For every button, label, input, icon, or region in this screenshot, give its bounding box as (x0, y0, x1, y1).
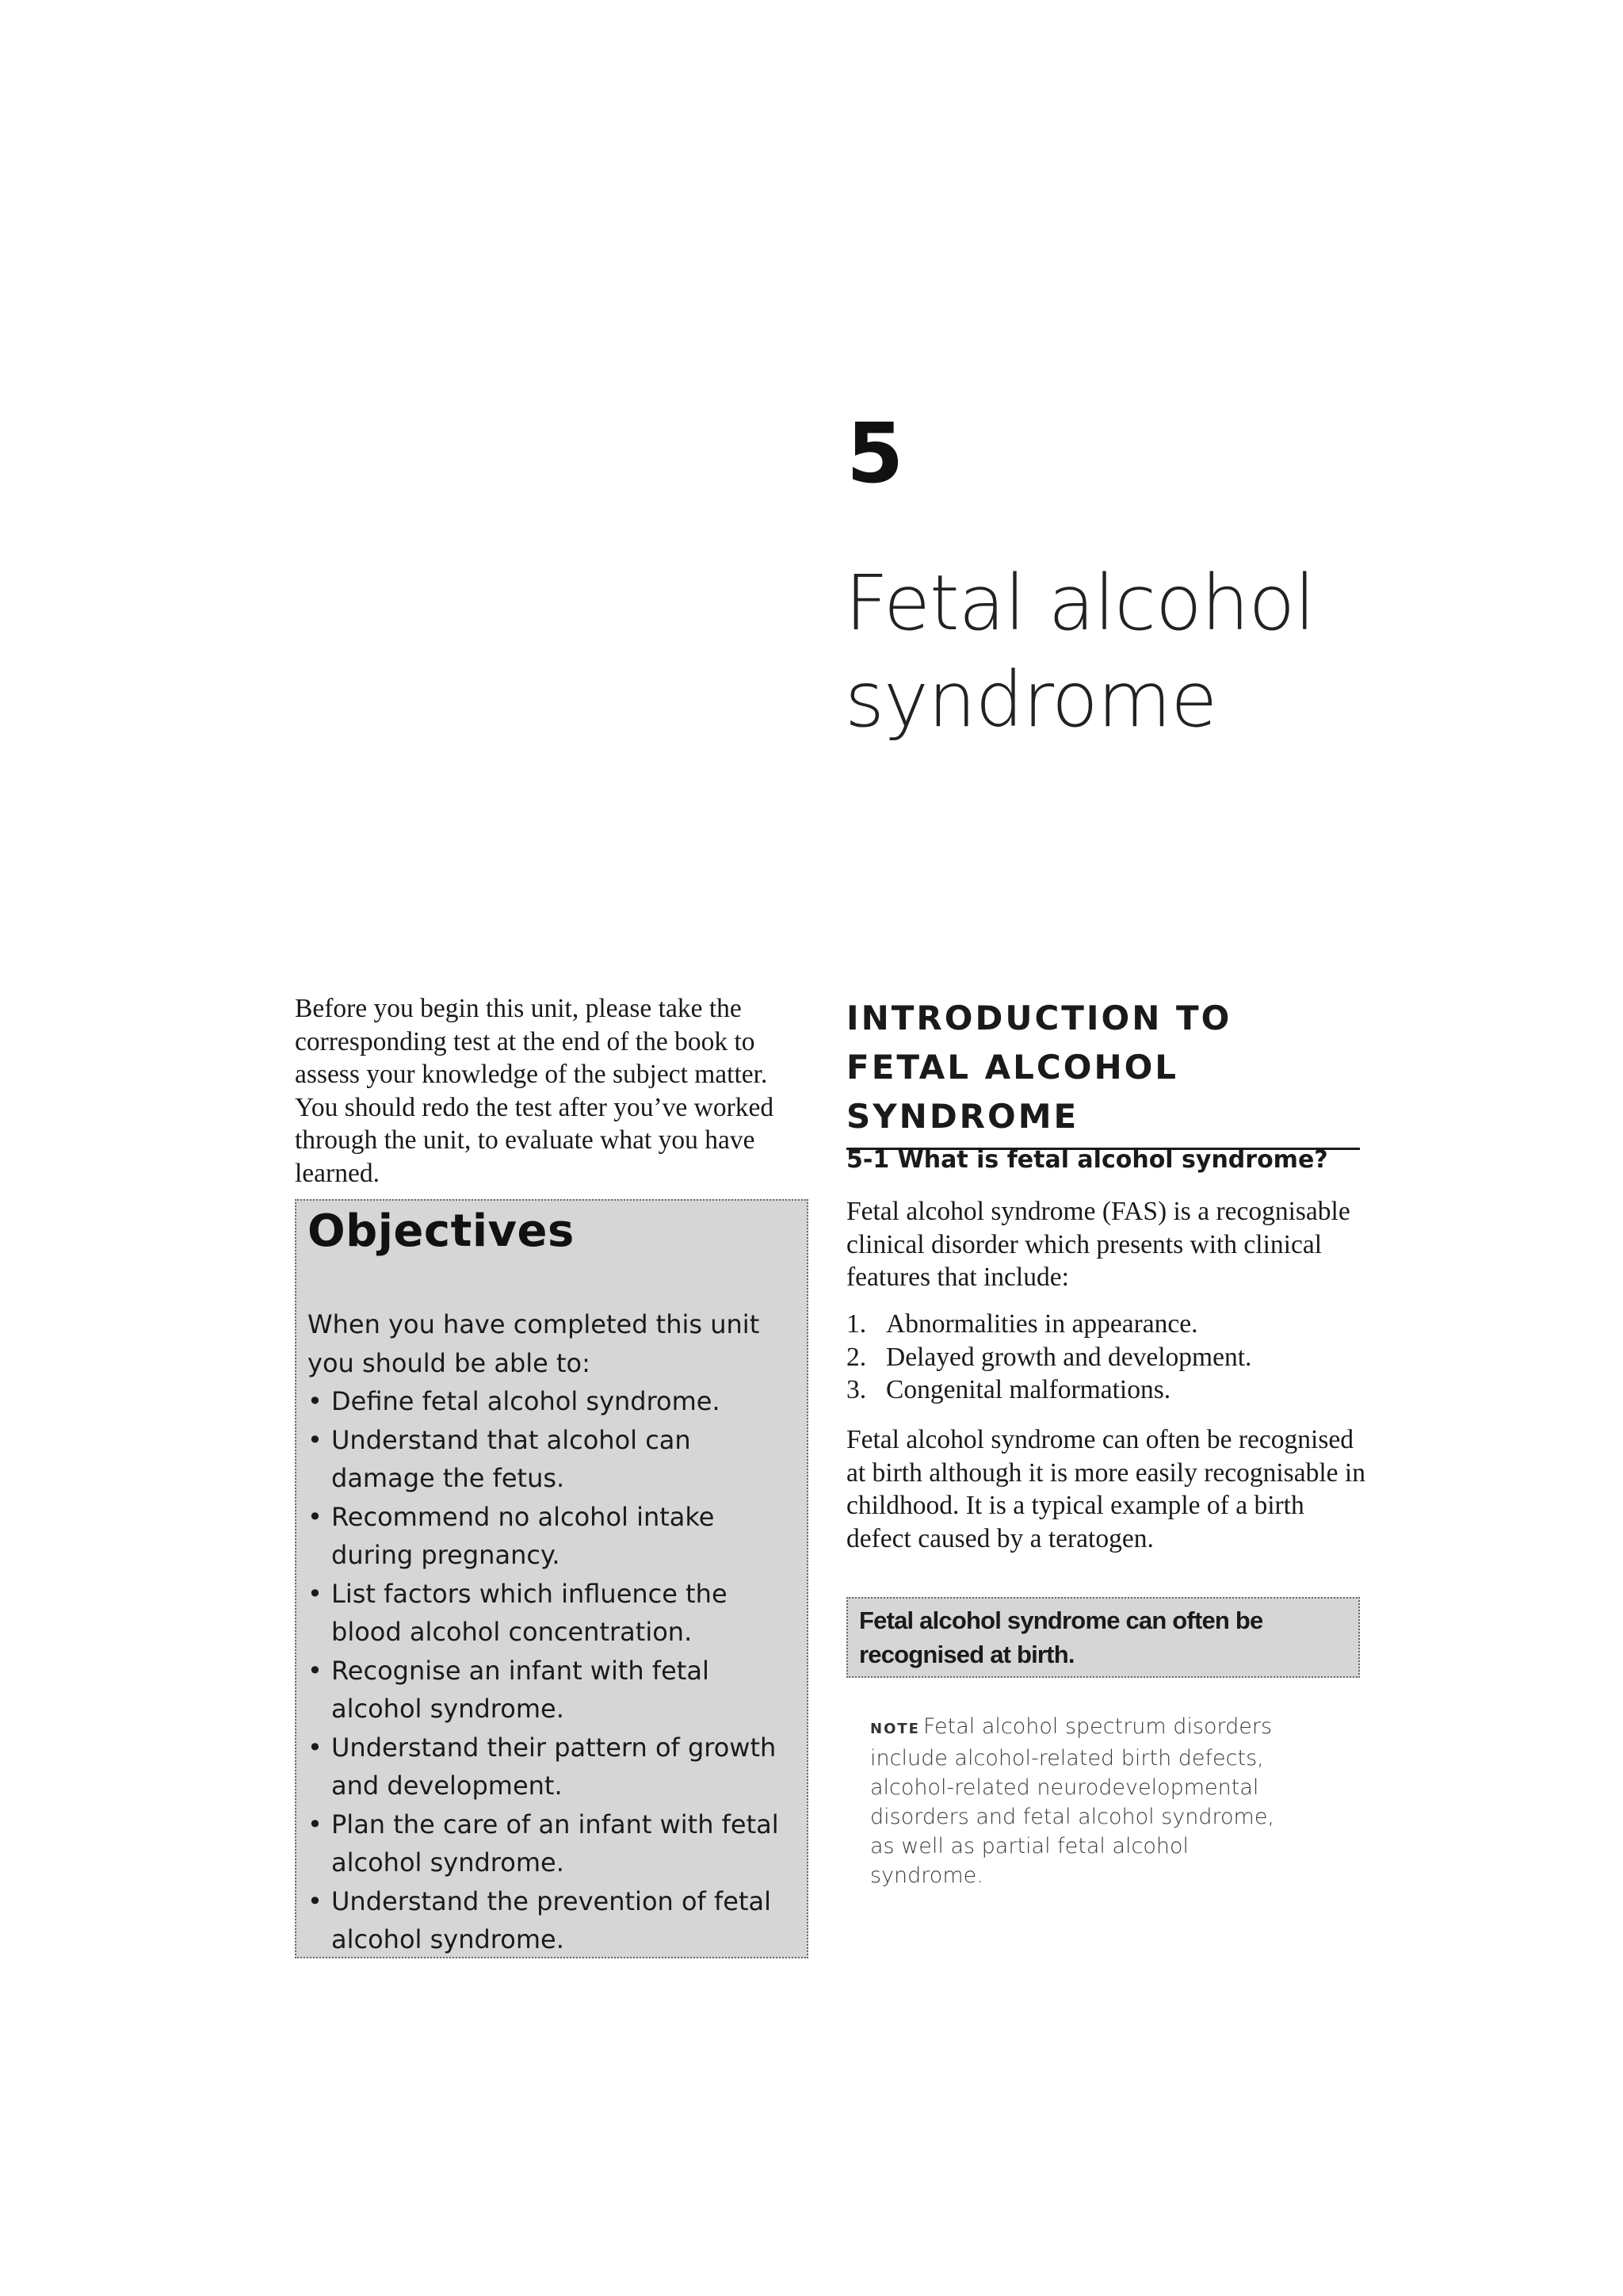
objective-item: • Understand the prevention of fetal alcohol syndrome. (307, 1882, 799, 1959)
note-text: Fetal alcohol spectrum disorders include alcohol-related birth defects, alcohol-related neurodevelopmental disorders and fetal alcohol syndrome, as well as partial fetal alcohol syndrome. (870, 1714, 1275, 1888)
feature-text: Congenital malformations. (886, 1375, 1171, 1404)
objective-item: • Plan the care of an infant with fetal alcohol syndrome. (307, 1805, 799, 1882)
feature-item (846, 1341, 1360, 1374)
objective-item: • Recommend no alcohol intake during pregnancy. (307, 1498, 799, 1575)
objective-item: • Understand that alcohol can damage the fetus. (307, 1421, 799, 1498)
feature-text: Abnormalities in appearance. (886, 1309, 1198, 1339)
subsection-heading: 5-1 What is fetal alcohol syndrome? (846, 1146, 1328, 1174)
section-heading: INTRODUCTION TO FETAL ALCOHOL SYNDROME (846, 994, 1360, 1150)
chapter-title: Fetal alcohol syndrome (845, 559, 1315, 744)
key-point-box (846, 1597, 1360, 1678)
note-label: NOTE (870, 1721, 920, 1737)
paragraph-definition: Fetal alcohol syndrome (FAS) is a recognisable clinical disorder which presents with clinical features that include: (846, 1197, 1350, 1292)
objective-item: • Understand their pattern of growth and development. (307, 1729, 799, 1805)
intro-note: Before you begin this unit, please take the corresponding test at the end of the book to assess your knowledge of the subject matter. You should redo the test after you’ve worked through the unit, to evaluate what you have learned. (295, 994, 774, 1188)
paragraph-recognition: Fetal alcohol syndrome can often be recognised at birth although it is more easily recognisable in childhood. It is a typical example of a birth defect caused by a teratogen. (846, 1425, 1365, 1553)
key-point-text: Fetal alcohol syndrome can often be recognised at birth. (859, 1606, 1263, 1668)
objective-item: • Define fetal alcohol syndrome. (307, 1382, 799, 1421)
note (870, 1712, 1282, 1890)
objectives-lead: When you have completed this unit you should be able to: (307, 1309, 760, 1378)
feature-item (846, 1373, 1360, 1407)
feature-number: 3. (846, 1375, 867, 1404)
feature-number: 2. (846, 1342, 867, 1372)
feature-list (846, 1308, 1360, 1407)
objective-item: • Recognise an infant with fetal alcohol syndrome. (307, 1652, 799, 1729)
feature-text: Delayed growth and development. (886, 1342, 1252, 1372)
feature-item (846, 1308, 1360, 1341)
objective-item: • List factors which influence the blood alcohol concentration. (307, 1575, 799, 1652)
chapter-number: 5 (846, 405, 904, 502)
feature-number: 1. (846, 1309, 867, 1339)
objectives-list (307, 1382, 799, 1959)
objectives-box (295, 1199, 808, 1958)
objectives-title: Objectives (307, 1205, 575, 1257)
